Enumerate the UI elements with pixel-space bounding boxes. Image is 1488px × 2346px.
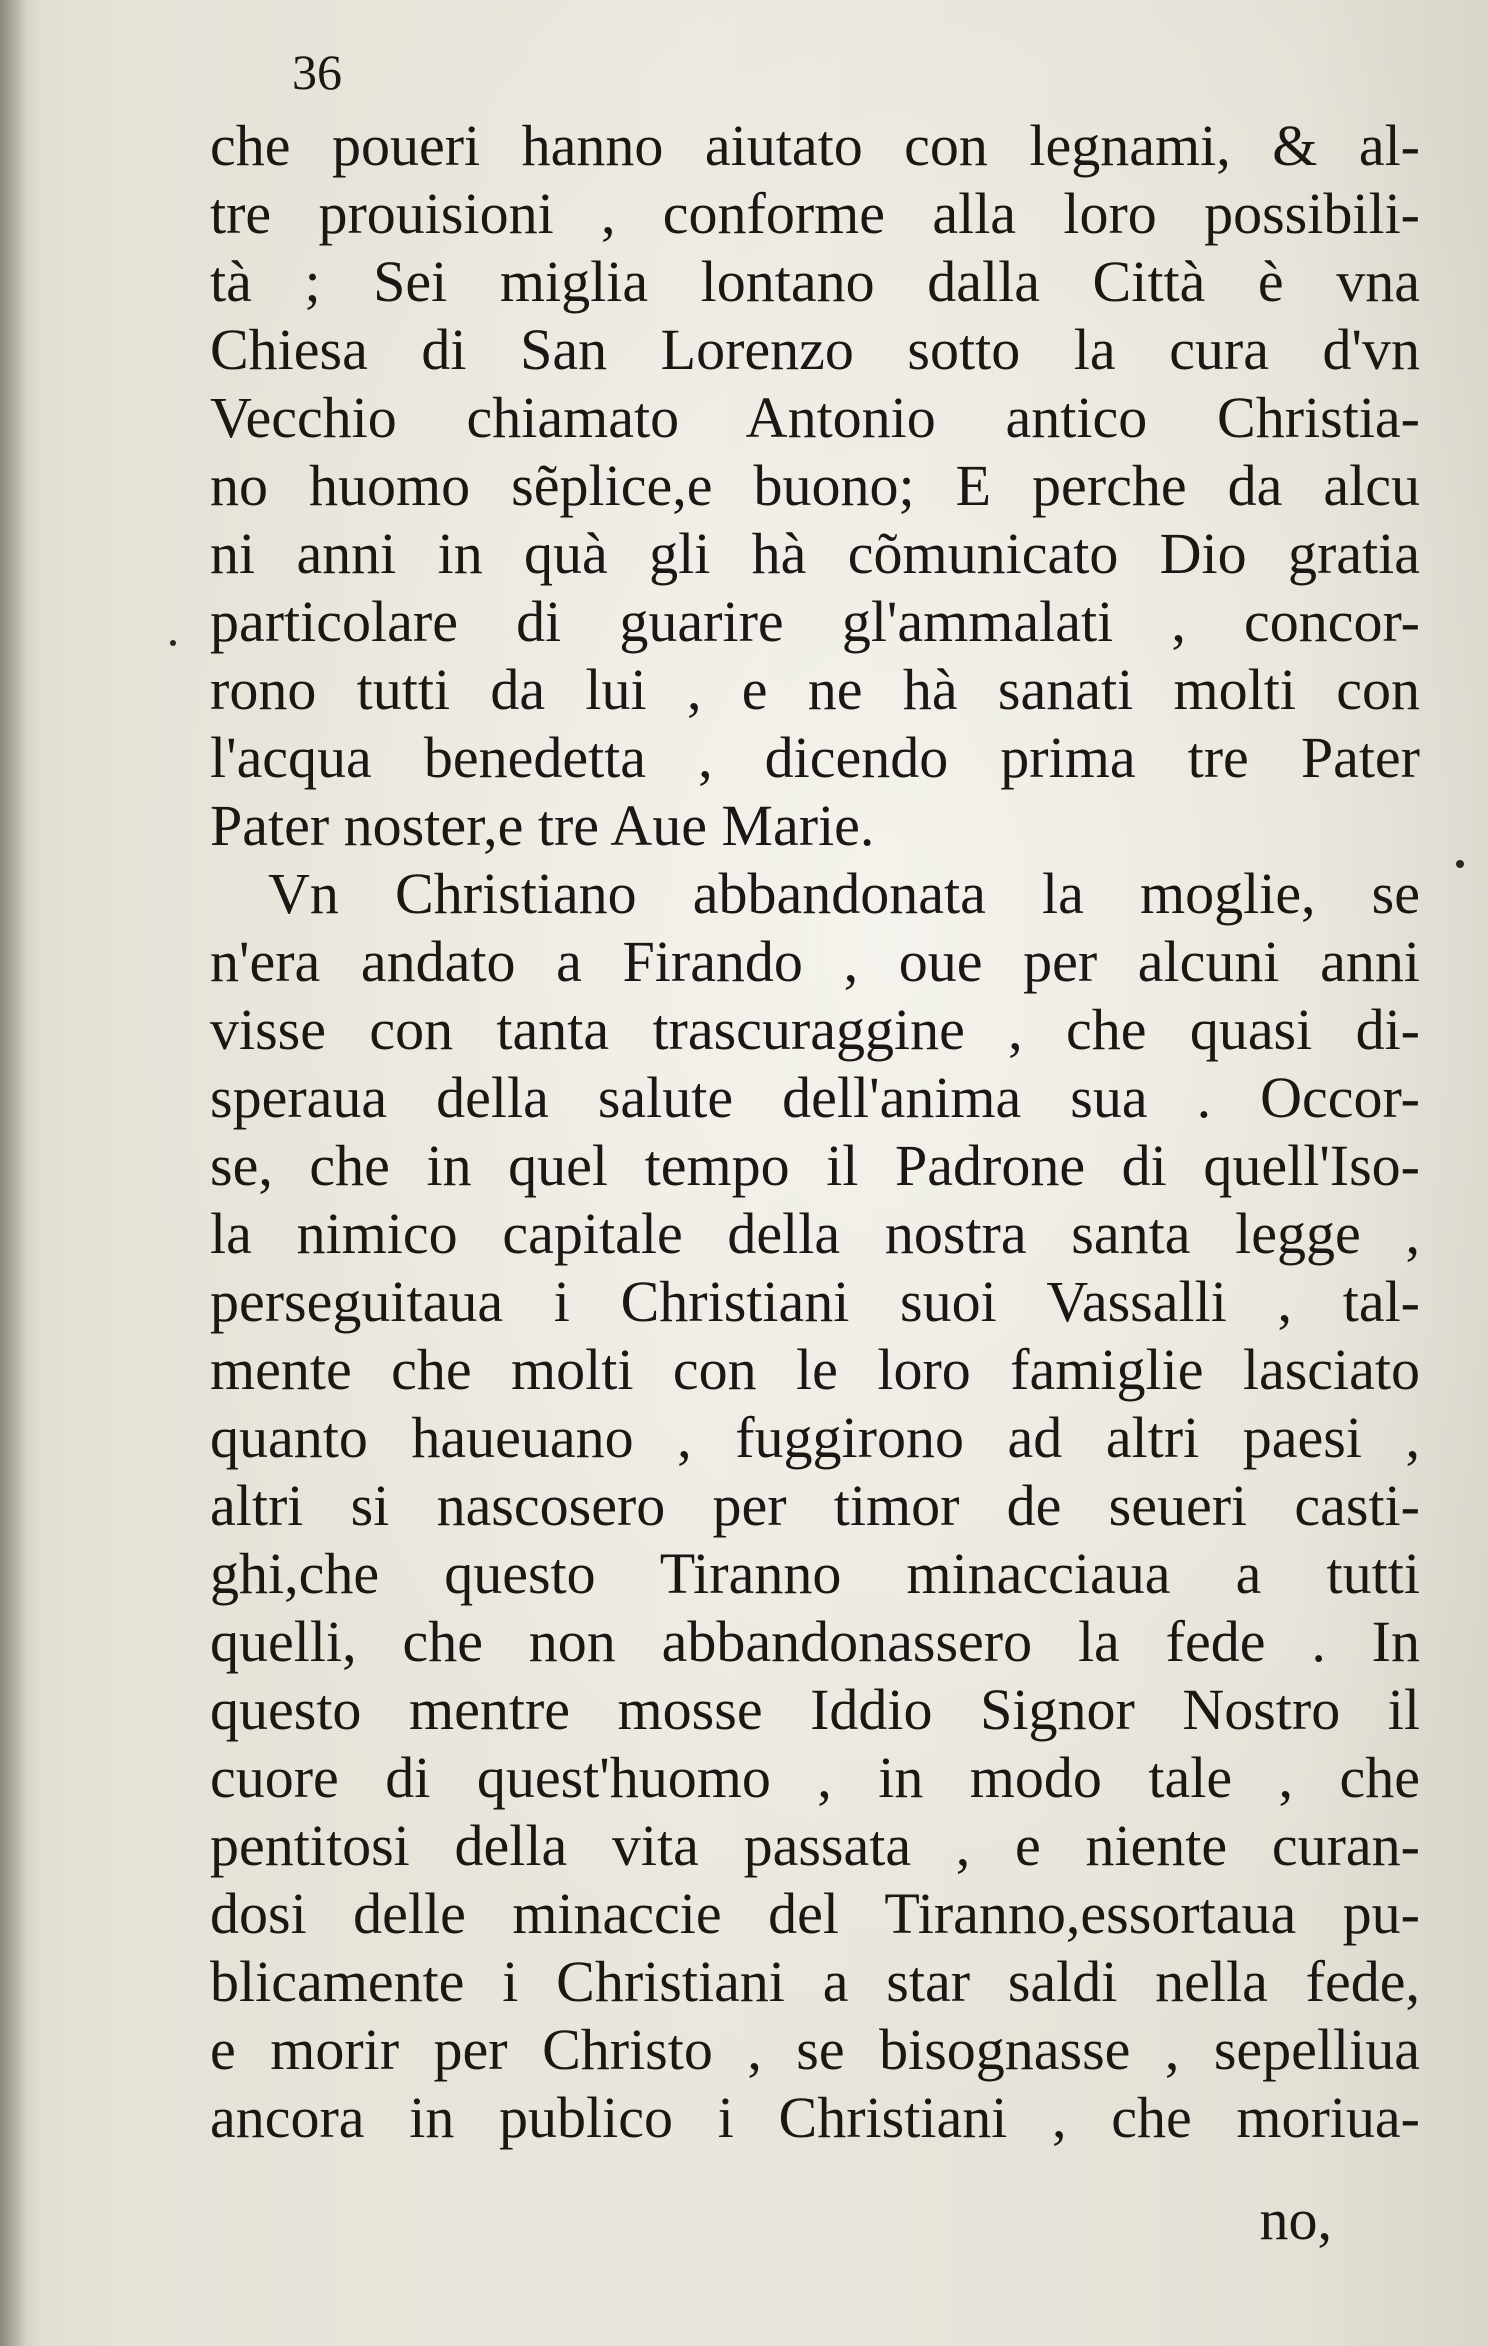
text-line: speraua della salute dell'anima sua . Occor- [210,1065,1420,1130]
text-line: particolare di guarire gl'ammalati , concor- [210,589,1420,654]
gutter-shadow [0,0,26,2346]
text-line: la nimico capitale della nostra santa legge , [210,1201,1420,1266]
catchword: no, [1259,2187,1332,2252]
text-line: Vecchio chiamato Antonio antico Christia- [210,385,1420,450]
text-line: e morir per Christo , se bisognasse , sepelliua [210,2017,1420,2082]
paragraph-2 [210,860,1420,2152]
text-line: mente che molti con le loro famiglie lasciato [210,1337,1420,1402]
text-line: tà ; Sei miglia lontano dalla Città è vna [210,249,1420,314]
paragraph-1 [210,112,1420,860]
text-line: Vn Christiano abbandonata la moglie, se [268,861,1420,926]
body-text [210,112,1420,2152]
text-line: ancora in publico i Christiani , che moriua- [210,2085,1420,2150]
text-line: blicamente i Christiani a star saldi nella fede, [210,1949,1420,2014]
text-line: ni anni in quà gli hà cõmunicato Dio gratia [210,521,1420,586]
text-line: l'acqua benedetta , dicendo prima tre Pater [210,725,1420,790]
text-line: pentitosi della vita passata , e niente curan- [210,1813,1420,1878]
text-line: Pater noster,e tre Aue Marie. [210,793,875,858]
text-line: no huomo sẽplice,e buono; E perche da alcu [210,453,1420,518]
ink-speck [1456,860,1464,868]
text-line: altri si nascosero per timor de seueri casti- [210,1473,1420,1538]
text-line: dosi delle minaccie del Tiranno,essortaua pu- [210,1881,1420,1946]
text-line: perseguitaua i Christiani suoi Vassalli , tal- [210,1269,1420,1334]
ink-speck [170,640,176,646]
text-line: Chiesa di San Lorenzo sotto la cura d'vn [210,317,1420,382]
text-line: n'era andato a Firando , oue per alcuni anni [210,929,1420,994]
text-line: questo mentre mosse Iddio Signor Nostro il [210,1677,1420,1742]
text-line: cuore di quest'huomo , in modo tale , che [210,1745,1420,1810]
page-number: 36 [292,44,342,100]
text-line: se, che in quel tempo il Padrone di quell'Iso- [210,1133,1420,1198]
text-line: quanto haueuano , fuggirono ad altri paesi , [210,1405,1420,1470]
text-line: ghi,che questo Tiranno minacciaua a tutti [210,1541,1420,1606]
text-line: tre prouisioni , conforme alla loro possibili- [210,181,1420,246]
text-line: che poueri hanno aiutato con legnami, & al- [210,113,1420,178]
text-line: visse con tanta trascuraggine , che quasi di- [210,997,1420,1062]
text-line: quelli, che non abbandonassero la fede . In [210,1609,1420,1674]
text-line: rono tutti da lui , e ne hà sanati molti con [210,657,1420,722]
